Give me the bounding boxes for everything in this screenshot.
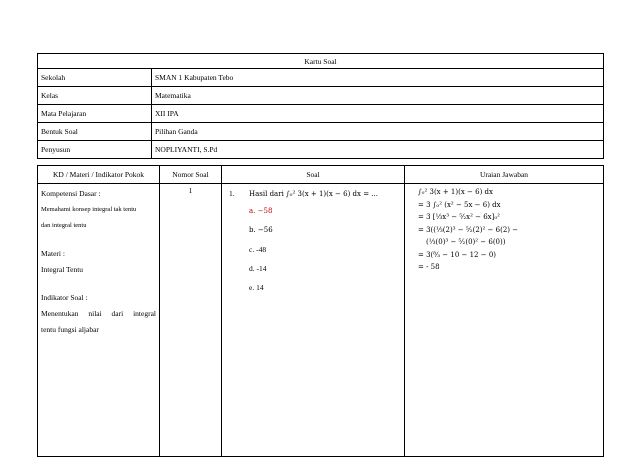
soal-cell [222, 184, 405, 457]
info-row-kelas [38, 87, 604, 105]
question-text: Hasil dari ∫₀² 3(x + 1)(x − 6) dx = ... [249, 190, 378, 198]
info-table [37, 53, 604, 159]
option-b: b. −56 [249, 226, 273, 234]
question-number: 1. [229, 189, 235, 198]
header-soal: Soal [222, 166, 405, 184]
uraian-line: = 3((⅓(2)³ − ⁵⁄₂(2)² − 6(2) − [418, 225, 519, 234]
header-uraian: Uraian Jawaban [405, 166, 604, 184]
info-label: Bentuk Soal [38, 123, 152, 141]
info-value: SMAN 1 Kabupaten Tebo [152, 69, 604, 87]
info-row-mapel [38, 105, 604, 123]
indikator-text: Menentukan nilai dari integral [41, 309, 156, 318]
kompetensi-label: Kompetensi Dasar : [41, 189, 101, 198]
info-value: XII IPA [152, 105, 604, 123]
kompetensi-text: dan integral tentu [41, 222, 87, 229]
info-value: Pilihan Ganda [152, 123, 604, 141]
info-label: Mata Pelajaran [38, 105, 152, 123]
kd-cell [38, 184, 160, 457]
info-row-penyusun [38, 141, 604, 159]
indikator-text: tentu fungsi aljabar [41, 325, 99, 334]
materi-label: Materi : [41, 249, 65, 258]
info-value: NOPLIYANTI, S.Pd [152, 141, 604, 159]
uraian-line: = 3(⁸⁄₃ − 10 − 12 − 0) [418, 250, 497, 259]
uraian-line: = 3 ∫₀² (x² − 5x − 6) dx [418, 200, 501, 209]
question-table [37, 165, 604, 457]
option-a: a. −58 [249, 207, 273, 215]
indikator-label: Indikator Soal : [41, 293, 88, 302]
option-e: e. 14 [249, 283, 264, 292]
info-label: Sekolah [38, 69, 152, 87]
materi-value: Integral Tentu [41, 265, 84, 274]
info-row-bentuk [38, 123, 604, 141]
uraian-line: = - 58 [418, 263, 440, 271]
info-label: Kelas [38, 87, 152, 105]
uraian-line: (⅓(0)³ − ⁵⁄₂(0)² − 6(0)) [426, 238, 506, 246]
info-label: Penyusun [38, 141, 152, 159]
info-value: Matematika [152, 87, 604, 105]
option-c: c. -48 [249, 245, 267, 254]
uraian-line: = 3 [⅓x³ − ⁵⁄₂x² − 6x]₀² [418, 213, 500, 221]
option-d: d. -14 [249, 264, 267, 273]
info-row-sekolah [38, 69, 604, 87]
header-nomor: Nomor Soal [160, 166, 222, 184]
header-kd: KD / Materi / Indikator Pokok [38, 166, 160, 184]
uraian-line: ∫₀² 3(x + 1)(x − 6) dx [418, 188, 493, 196]
uraian-cell [405, 184, 604, 457]
card-title: Kartu Soal [38, 54, 604, 69]
kompetensi-text: Memahami konsep integral tak tentu [41, 206, 137, 213]
nomor-cell: 1 [160, 184, 222, 457]
